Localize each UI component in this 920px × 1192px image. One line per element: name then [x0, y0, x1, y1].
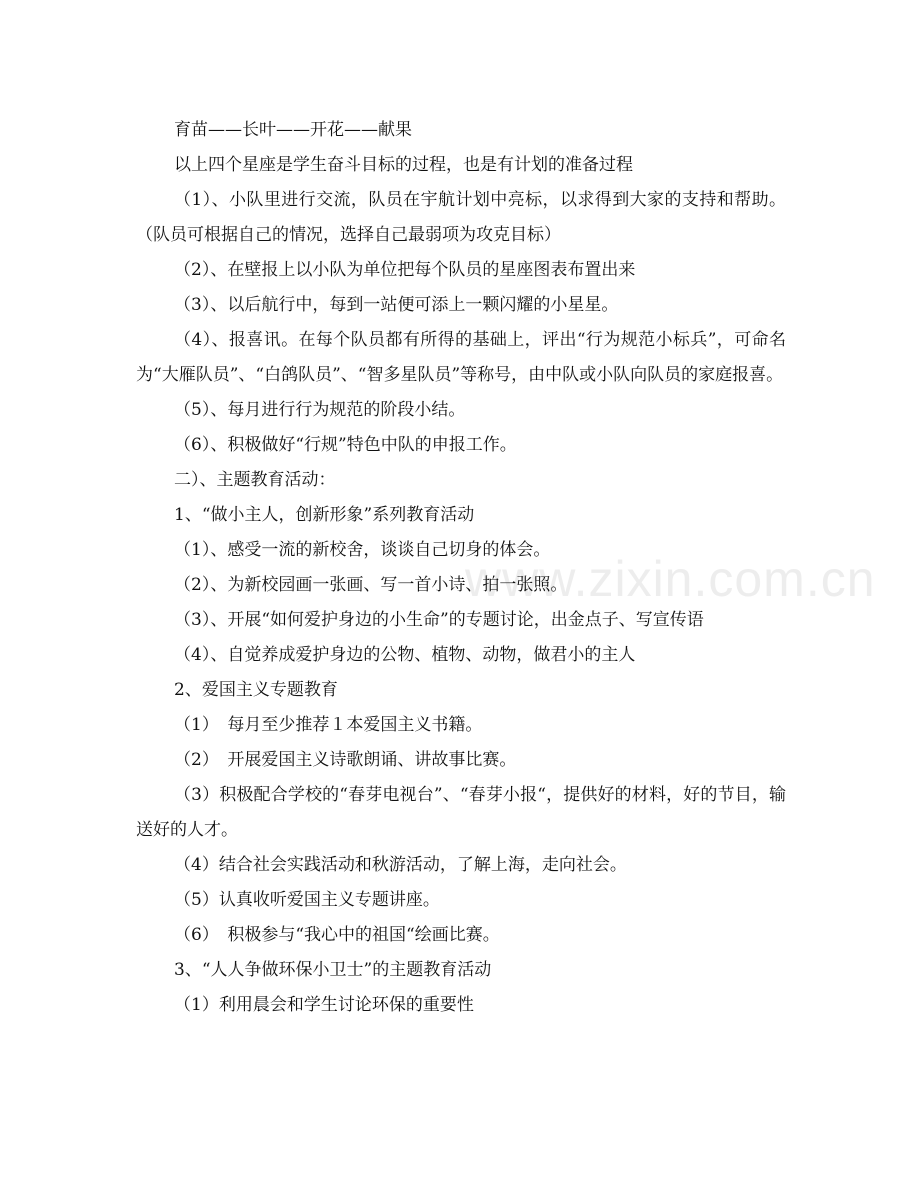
document-body — [136, 113, 786, 1023]
paragraph: （4）、自觉养成爱护身边的公物、植物、动物，做君小的主人 — [174, 645, 636, 665]
watermark-text: www.zixin.com.cn — [465, 551, 876, 607]
paragraph: 育苗——长叶——开花——献果 — [174, 120, 412, 140]
paragraph: （4）结合社会实践活动和秋游活动，了解上海，走向社会。 — [174, 855, 627, 875]
paragraph: （2）、在壁报上以小队为单位把每个队员的星座图表布置出来 — [174, 260, 636, 280]
paragraph: （5）、每月进行行为规范的阶段小结。 — [174, 400, 466, 420]
paragraph: （6） 积极参与“我心中的祖国“绘画比赛。 — [174, 925, 500, 945]
paragraph: （3）、以后航行中，每到一站便可添上一颗闪耀的小星星。 — [174, 295, 619, 315]
paragraph: （2） 开展爱国主义诗歌朗诵、讲故事比赛。 — [174, 750, 517, 770]
paragraph: 以上四个星座是学生奋斗目标的过程，也是有计划的准备过程 — [174, 155, 633, 175]
paragraph: （2）、为新校园画一张画、写一首小诗、拍一张照。 — [174, 575, 568, 595]
subsection-heading: 3、“人人争做环保小卫士”的主题教育活动 — [174, 960, 492, 980]
subsection-heading: 1、“做小主人，创新形象”系列教育活动 — [174, 505, 475, 525]
paragraph: （1）利用晨会和学生讨论环保的重要性 — [174, 995, 474, 1015]
paragraph: （3）积极配合学校的“春芽电视台”、“春芽小报“，提供好的材料，好的节目，输送好的人才。 — [136, 785, 786, 840]
paragraph: （1） 每月至少推荐１本爱国主义书籍。 — [174, 715, 483, 735]
paragraph: （1）、小队里进行交流，队员在宇航计划中亮标，以求得到大家的支持和帮助。（队员可根据自己的情况，选择自己最弱项为攻克目标） — [136, 190, 786, 245]
paragraph: （4）、报喜讯。在每个队员都有所得的基础上，评出“行为规范小标兵”，可命名为“大雁队员”、“白鸽队员”、“智多星队员”等称号，由中队或小队向队员的家庭报喜。 — [136, 330, 786, 385]
paragraph: （6）、积极做好“行规”特色中队的申报工作。 — [174, 435, 517, 455]
section-heading: 二）、主题教育活动： — [174, 470, 336, 490]
paragraph: （5）认真收听爱国主义专题讲座。 — [174, 890, 440, 910]
paragraph: （1）、感受一流的新校舍，谈谈自己切身的体会。 — [174, 540, 551, 560]
subsection-heading: 2、爱国主义专题教育 — [174, 680, 338, 700]
paragraph: （3）、开展“如何爱护身边的小生命”的专题讨论，出金点子、写宣传语 — [174, 610, 704, 630]
